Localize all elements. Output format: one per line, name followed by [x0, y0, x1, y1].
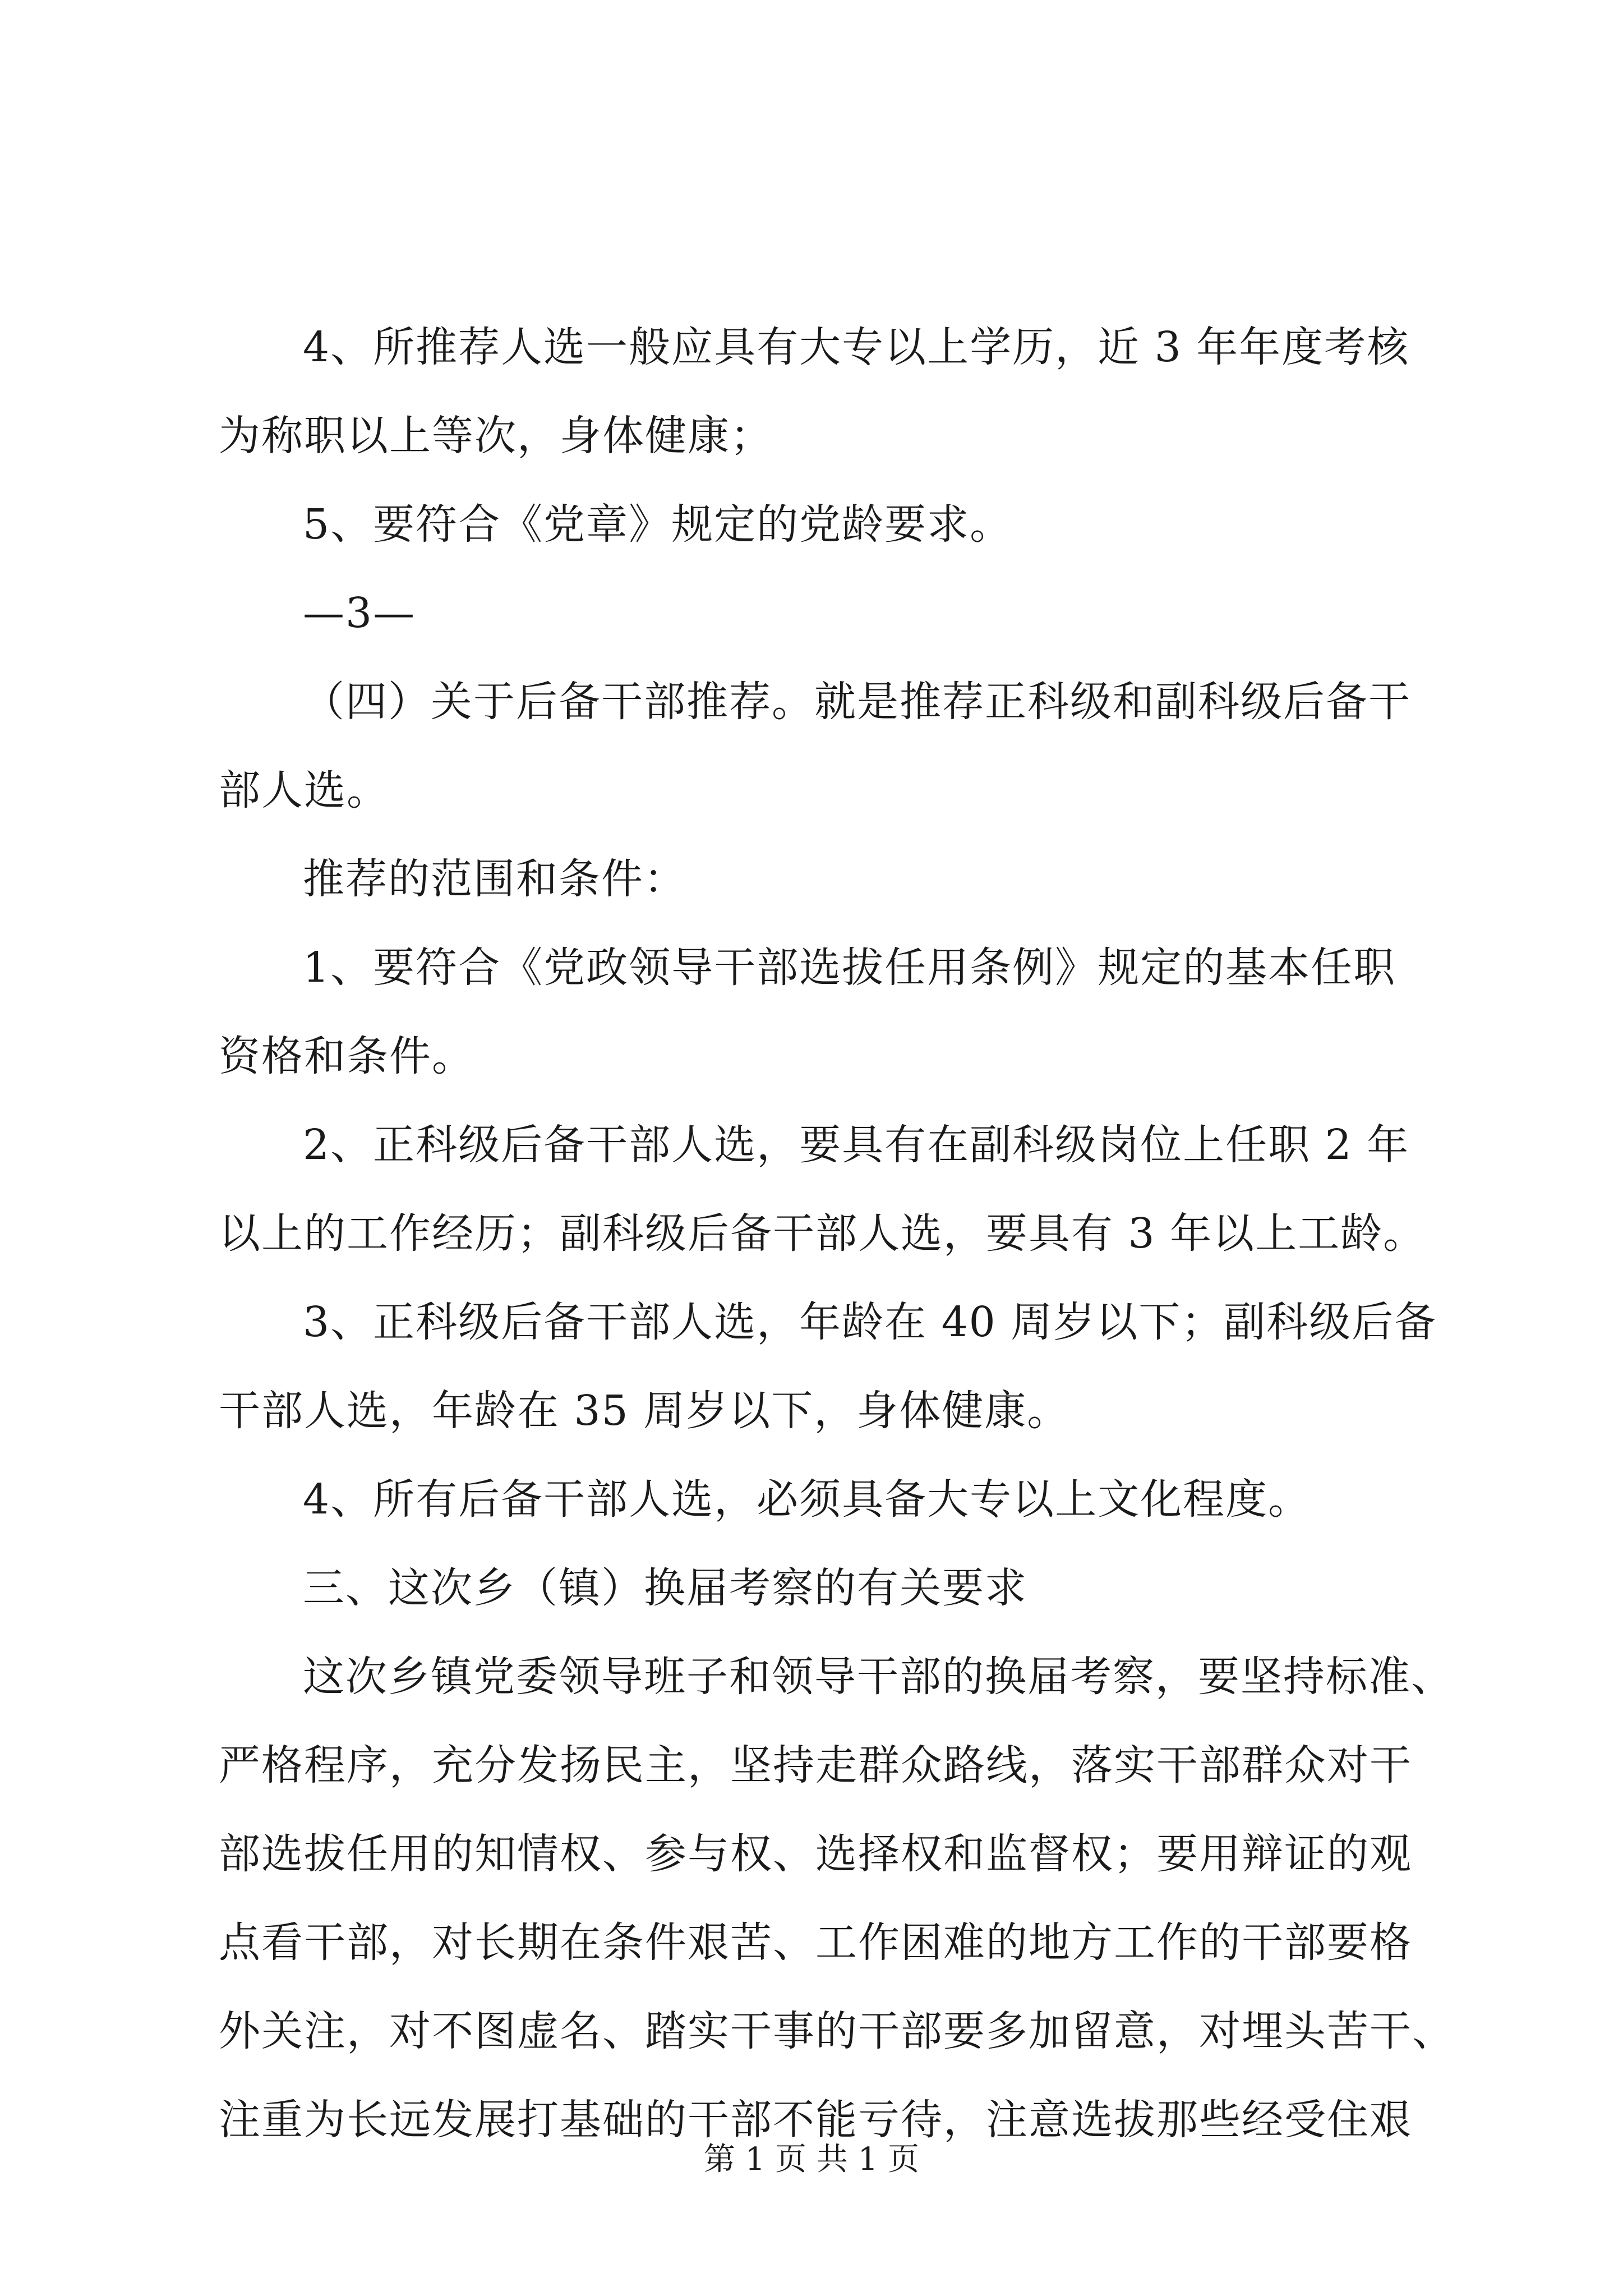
text-line: 1、要符合《党政领导干部选拔任用条例》规定的基本任职 — [303, 944, 1396, 992]
text-line: 4、所有后备干部人选，必须具备大专以上文化程度。 — [303, 1475, 1311, 1524]
section-heading: （四）关于后备干部推荐。就是推荐正科级和副科级后备干 — [303, 678, 1411, 726]
text-line: 这次乡镇党委领导班子和领导干部的换届考察，要坚持标准、 — [303, 1653, 1454, 1701]
text-line: 干部人选，年龄在 35 周岁以下，身体健康。 — [219, 1387, 1070, 1435]
text-line: 2、正科级后备干部人选，要具有在副科级岗位上任职 2 年 — [303, 1121, 1410, 1169]
text-line: 5、要符合《党章》规定的党龄要求。 — [303, 500, 1013, 549]
text-line: 3、正科级后备干部人选，年龄在 40 周岁以下；副科级后备 — [303, 1298, 1437, 1346]
text-line: 点看干部，对长期在条件艰苦、工作困难的地方工作的干部要格 — [219, 1918, 1412, 1967]
text-line: 部人选。 — [219, 766, 389, 815]
text-line: 为称职以上等次，身体健康； — [219, 412, 773, 460]
text-line: 注重为长远发展打基础的干部不能亏待，注意选拔那些经受住艰 — [219, 2096, 1412, 2144]
text-line: 部选拔任用的知情权、参与权、选择权和监督权；要用辩证的观 — [219, 1830, 1412, 1878]
text-line: 资格和条件。 — [219, 1032, 474, 1080]
text-line: 以上的工作经历；副科级后备干部人选，要具有 3 年以上工龄。 — [219, 1209, 1426, 1258]
section-heading: 三、这次乡（镇）换届考察的有关要求 — [303, 1564, 1027, 1612]
text-line: 4、所推荐人选一般应具有大专以上学历，近 3 年年度考核 — [303, 323, 1410, 371]
page-marker: —3— — [303, 589, 416, 637]
page-footer: 第 1 页 共 1 页 — [703, 2141, 920, 2178]
text-line: 推荐的范围和条件： — [303, 855, 686, 903]
text-line: 外关注，对不图虚名、踏实干事的干部要多加留意，对埋头苦干、 — [219, 2007, 1455, 2055]
document-body — [219, 303, 1455, 2164]
text-line: 严格程序，充分发扬民主，坚持走群众路线，落实干部群众对干 — [219, 1741, 1412, 1789]
